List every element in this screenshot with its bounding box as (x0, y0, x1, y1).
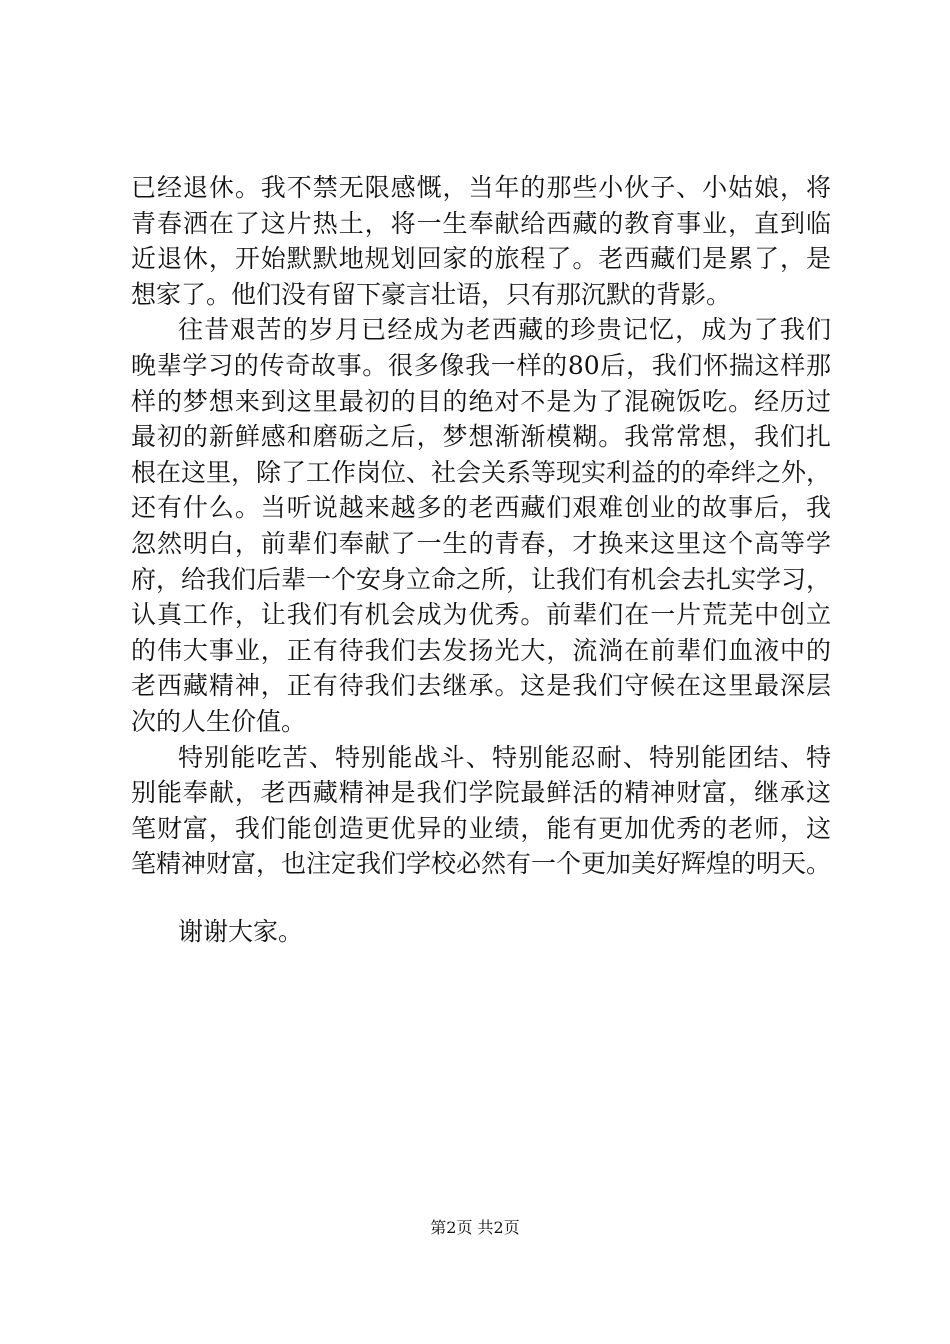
text-line: 样的梦想来到这里最初的目的绝对不是为了混碗饭吃。经历过 (131, 386, 831, 416)
text-line: 府，给我们后辈一个安身立命之所，让我们有机会去扎实学习， (131, 564, 832, 594)
text-line: 认真工作，让我们有机会成为优秀。前辈们在一片荒芜中创立 (131, 600, 831, 630)
paragraph (131, 170, 831, 312)
paragraph (131, 312, 831, 739)
text-line: 根在这里，除了工作岗位、社会关系等现实利益的的牵绊之外， (131, 457, 832, 487)
body-text (131, 170, 831, 949)
text-line: 笔财富，我们能创造更优异的业绩，能有更加优秀的老师，这 (131, 813, 831, 843)
text-line: 次的人生价值。 (131, 706, 307, 736)
text-line: 忽然明白，前辈们奉献了一生的青春，才换来这里这个高等学 (131, 528, 831, 558)
paragraph (131, 740, 831, 882)
text-line: 别能奉献，老西藏精神是我们学院最鲜活的精神财富，继承这 (131, 778, 831, 808)
text-line: 晚辈学习的传奇故事。很多像我一样的80后，我们怀揣这样那 (131, 350, 831, 380)
text-line: 老西藏精神，正有待我们去继承。这是我们守候在这里最深层 (131, 671, 831, 701)
text-line: 已经退休。我不禁无限感慨，当年的那些小伙子、小姑娘，将 (131, 173, 831, 202)
page-footer: 第2页 共2页 (430, 1218, 520, 1237)
text-line: 的伟大事业，正有待我们去发扬光大，流淌在前辈们血液中的 (131, 635, 831, 665)
text-line: 笔精神财富，也注定我们学校必然有一个更加美好辉煌的明天。 (131, 849, 832, 879)
text-line: 青春洒在了这片热土，将一生奉献给西藏的教育事业，直到临 (131, 208, 831, 238)
text-line: 往昔艰苦的岁月已经成为老西藏的珍贵记忆，成为了我们 (178, 315, 831, 345)
text-line: 特别能吃苦、特别能战斗、特别能忍耐、特别能团结、特 (178, 742, 831, 772)
text-line: 近退休，开始默默地规划回家的旅程了。老西藏们是累了，是 (131, 244, 831, 274)
text-line: 还有什么。当听说越来越多的老西藏们艰难创业的故事后，我 (131, 493, 831, 523)
spacer (131, 882, 831, 914)
closing-line: 谢谢大家。 (178, 916, 304, 946)
text-line: 想家了。他们没有留下豪言壮语，只有那沉默的背影。 (131, 279, 732, 309)
text-line: 最初的新鲜感和磨砺之后，梦想渐渐模糊。我常常想，我们扎 (131, 422, 831, 452)
